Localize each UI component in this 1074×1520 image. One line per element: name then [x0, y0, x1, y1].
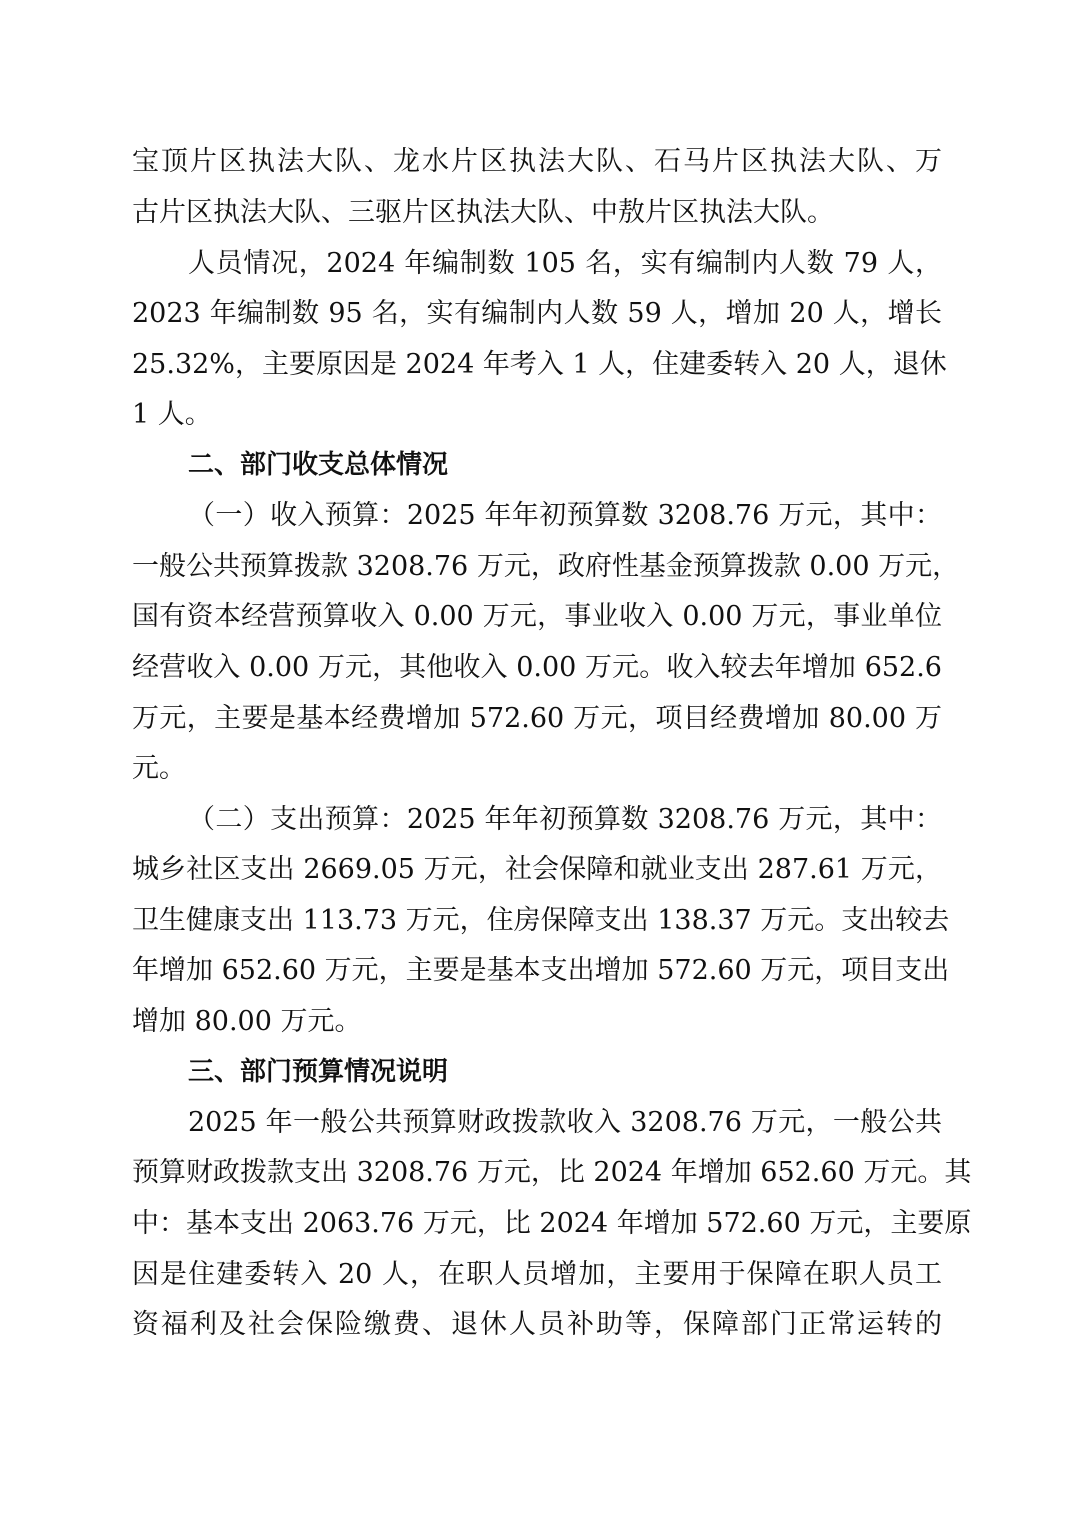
paragraph-staff-line-3: 25.32%，主要原因是 2024 年考入 1 人，住建委转入 20 人，退休 [132, 349, 947, 380]
paragraph-income-line-6: 元。 [132, 753, 186, 784]
paragraph-budget-line-3: 中：基本支出 2063.76 万元，比 2024 年增加 572.60 万元，主要原 [132, 1208, 972, 1239]
section-heading-revenue-expenditure: 二、部门收支总体情况 [188, 450, 449, 480]
paragraph-budget-line-5: 资福利及社会保险缴费、退休人员补助等，保障部门正常运转的 [132, 1309, 942, 1340]
paragraph-expense-line-5: 增加 80.00 万元。 [132, 1006, 362, 1037]
paragraph-budget-line-4: 因是住建委转入 20 人，在职人员增加，主要用于保障在职人员工 [132, 1259, 942, 1290]
paragraph-units-line-1: 宝顶片区执法大队、龙水片区执法大队、石马片区执法大队、万 [132, 146, 942, 177]
section-heading-budget-description: 三、部门预算情况说明 [188, 1057, 449, 1087]
paragraph-income-line-4: 经营收入 0.00 万元，其他收入 0.00 万元。收入较去年增加 652.6 [132, 652, 942, 683]
paragraph-income-line-2: 一般公共预算拨款 3208.76 万元，政府性基金预算拨款 0.00 万元， [132, 551, 960, 582]
paragraph-expense-line-2: 城乡社区支出 2669.05 万元，社会保障和就业支出 287.61 万元， [132, 854, 942, 885]
paragraph-units-line-2: 古片区执法大队、三驱片区执法大队、中敖片区执法大队。 [132, 197, 834, 228]
paragraph-income-line-1: （一）收入预算：2025 年年初预算数 3208.76 万元，其中： [188, 500, 942, 531]
paragraph-staff-line-4: 1 人。 [132, 399, 212, 430]
paragraph-income-line-3: 国有资本经营预算收入 0.00 万元，事业收入 0.00 万元，事业单位 [132, 601, 942, 632]
paragraph-budget-line-1: 2025 年一般公共预算财政拨款收入 3208.76 万元，一般公共 [188, 1107, 942, 1138]
paragraph-budget-line-2: 预算财政拨款支出 3208.76 万元，比 2024 年增加 652.60 万元。其 [132, 1157, 972, 1188]
paragraph-expense-line-3: 卫生健康支出 113.73 万元，住房保障支出 138.37 万元。支出较去 [132, 905, 950, 936]
paragraph-staff-line-1: 人员情况，2024 年编制数 105 名，实有编制内人数 79 人， [188, 248, 943, 279]
paragraph-expense-line-4: 年增加 652.60 万元，主要是基本支出增加 572.60 万元，项目支出 [132, 955, 950, 986]
paragraph-staff-line-2: 2023 年编制数 95 名，实有编制内人数 59 人，增加 20 人，增长 [132, 298, 942, 329]
paragraph-income-line-5: 万元，主要是基本经费增加 572.60 万元，项目经费增加 80.00 万 [132, 703, 942, 734]
paragraph-expense-line-1: （二）支出预算：2025 年年初预算数 3208.76 万元，其中： [188, 804, 942, 835]
